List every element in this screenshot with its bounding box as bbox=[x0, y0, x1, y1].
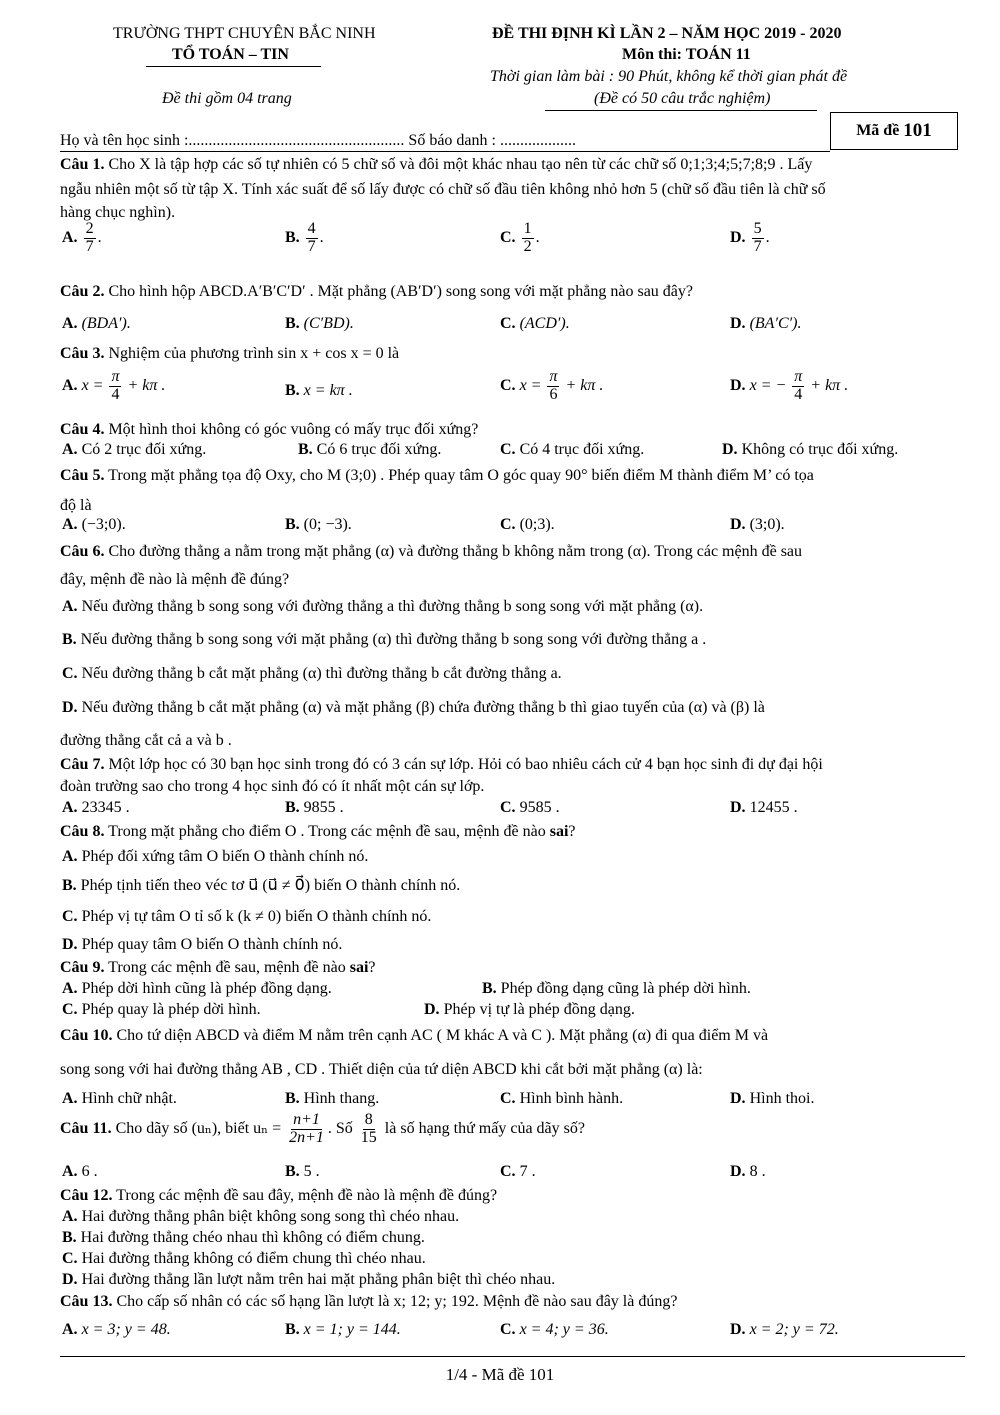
option-label: D. bbox=[730, 1163, 746, 1180]
numerator: 1 bbox=[523, 220, 532, 237]
fraction bbox=[306, 221, 318, 256]
option-text: Hai đường thẳng lần lượt nằm trên hai mặt phẳng phân biệt thì chéo nhau. bbox=[77, 1271, 556, 1288]
option-text: x = 2; y = 72. bbox=[745, 1321, 839, 1338]
question-text: Một lớp học có 30 bạn học sinh trong đó có 3 cán sự lớp. Hỏi có bao nhiêu cách cử 4 bạn học sinh đi dự đại hội bbox=[104, 756, 823, 773]
fraction bbox=[84, 221, 96, 256]
option-text: (3;0). bbox=[745, 516, 785, 533]
question-11 bbox=[60, 1112, 585, 1147]
option-text: (BA′C′). bbox=[749, 315, 802, 332]
question-label: Câu 7. bbox=[60, 756, 105, 773]
denominator: 2n+1 bbox=[289, 1128, 324, 1146]
question-label: Câu 9. bbox=[60, 959, 105, 976]
option-label: C. bbox=[500, 376, 516, 394]
option-b[interactable] bbox=[285, 1320, 401, 1339]
option-b[interactable] bbox=[285, 798, 344, 817]
option-label: C. bbox=[500, 315, 516, 332]
question-label: Câu 4. bbox=[60, 421, 105, 438]
denominator: 6 bbox=[549, 385, 558, 403]
option-label: A. bbox=[62, 516, 78, 533]
numerator: 2 bbox=[85, 220, 94, 237]
denominator: 4 bbox=[794, 385, 803, 403]
option-text-suffix: + kπ . bbox=[565, 376, 604, 394]
option-d[interactable] bbox=[62, 1270, 555, 1289]
option-d[interactable] bbox=[730, 314, 801, 333]
option-text: (0;3). bbox=[515, 516, 555, 533]
option-label: D. bbox=[730, 376, 746, 394]
option-text: 8 . bbox=[745, 1163, 766, 1180]
option-text: x = − bbox=[749, 376, 787, 394]
option-d[interactable] bbox=[730, 515, 785, 534]
option-label: B. bbox=[62, 877, 77, 894]
option-d[interactable] bbox=[730, 1162, 766, 1181]
option-text: Phép đồng dạng cũng là phép dời hình. bbox=[496, 980, 751, 997]
option-label: A. bbox=[62, 980, 78, 997]
option-c[interactable] bbox=[500, 1162, 536, 1181]
question-end: ? bbox=[568, 823, 576, 840]
question-2 bbox=[60, 282, 693, 301]
option-c[interactable] bbox=[500, 369, 603, 404]
option-label: A. bbox=[62, 598, 78, 615]
question-label: Câu 3. bbox=[60, 345, 105, 362]
option-a[interactable] bbox=[62, 1162, 98, 1181]
option-text: 6 . bbox=[77, 1163, 98, 1180]
question-text: Cho cấp số nhân có các số hạng lần lượt là x; 12; y; 192. Mệnh đề nào sau đây là đúng? bbox=[112, 1293, 678, 1310]
option-label: A. bbox=[62, 228, 78, 246]
question-label: Câu 10. bbox=[60, 1027, 113, 1044]
fraction bbox=[547, 369, 559, 404]
option-label: B. bbox=[285, 315, 300, 332]
option-d[interactable] bbox=[730, 1320, 839, 1339]
option-text: 9585 . bbox=[515, 799, 560, 816]
option-text-suffix: + kπ . bbox=[810, 376, 849, 394]
option-c[interactable] bbox=[500, 1089, 623, 1108]
option-label: A. bbox=[62, 441, 78, 458]
option-d[interactable] bbox=[62, 698, 765, 717]
fraction bbox=[359, 1112, 379, 1147]
question-8 bbox=[60, 822, 576, 841]
option-text: (−3;0). bbox=[77, 516, 126, 533]
exam-code-label: Mã đề bbox=[856, 122, 900, 140]
question-9 bbox=[60, 958, 376, 977]
numerator: 4 bbox=[307, 220, 316, 237]
option-text: Phép dời hình cũng là phép đồng dạng. bbox=[77, 980, 332, 997]
question-end: ? bbox=[368, 959, 376, 976]
denominator: 7 bbox=[85, 237, 94, 255]
option-a[interactable]: A. $\frac{2}{7}$ . bbox=[62, 220, 102, 255]
denominator: 15 bbox=[360, 1128, 377, 1146]
option-c[interactable] bbox=[62, 1000, 261, 1019]
numerator: π bbox=[794, 368, 803, 385]
option-a[interactable] bbox=[62, 515, 126, 534]
question-text: Nghiệm của phương trình sin x + cos x = 0 là bbox=[104, 345, 400, 362]
option-d[interactable]: D. $\frac{5}{7}$ . bbox=[730, 220, 770, 255]
option-b[interactable] bbox=[285, 314, 354, 333]
option-label: A. bbox=[62, 1163, 78, 1180]
option-label: A. bbox=[62, 315, 78, 332]
question-text: Cho X là tập hợp các số tự nhiên có 5 chữ số và đôi một khác nhau tạo nên từ các chữ số 0;1;3;4;5;7;8;9 . Lấy bbox=[104, 156, 813, 173]
option-text: Hình bình hành. bbox=[515, 1090, 624, 1107]
option-b[interactable] bbox=[62, 1228, 425, 1247]
option-text: x = 3; y = 48. bbox=[77, 1321, 171, 1338]
option-text: Hai đường thẳng phân biệt không song song thì chéo nhau. bbox=[77, 1208, 460, 1225]
option-text: Có 4 trục đối xứng. bbox=[515, 441, 645, 458]
option-text: (BDA′). bbox=[81, 315, 131, 332]
question-5 bbox=[60, 466, 814, 485]
option-label: A. bbox=[62, 799, 78, 816]
question-12 bbox=[60, 1186, 497, 1205]
option-label: C. bbox=[500, 441, 516, 458]
option-text: Hình chữ nhật. bbox=[77, 1090, 177, 1107]
option-label: B. bbox=[285, 1163, 300, 1180]
option-a[interactable] bbox=[62, 979, 332, 998]
option-label: A. bbox=[62, 1208, 78, 1225]
option-label: D. bbox=[424, 1001, 440, 1018]
option-d[interactable] bbox=[722, 440, 898, 459]
option-label: C. bbox=[500, 1321, 516, 1338]
option-b[interactable] bbox=[298, 440, 441, 459]
option-a[interactable] bbox=[62, 798, 130, 817]
option-c[interactable] bbox=[62, 907, 431, 926]
denominator: 4 bbox=[111, 385, 120, 403]
option-label: D. bbox=[730, 1321, 746, 1338]
page-footer: 1/4 - Mã đề 101 bbox=[445, 1365, 555, 1384]
option-text: Nếu đường thẳng b song song với mặt phẳng (α) thì đường thẳng b song song với đường thẳng a . bbox=[76, 631, 707, 648]
question-text: Trong mặt phẳng tọa độ Oxy, cho M (3;0) . Phép quay tâm O góc quay 90° biến điểm M thành điểm M’ có tọa bbox=[104, 467, 814, 484]
option-d[interactable] bbox=[730, 369, 848, 404]
option-d[interactable] bbox=[62, 935, 342, 954]
question-label: Câu 12. bbox=[60, 1187, 113, 1204]
question-6 bbox=[60, 542, 802, 561]
option-label: B. bbox=[482, 980, 497, 997]
numerator: 8 bbox=[364, 1111, 373, 1128]
exam-subject: Môn thi: TOÁN 11 bbox=[622, 46, 751, 63]
question-10-line2: song song với hai đường thẳng AB , CD . Thiết diện của tứ diện ABCD khi cắt bởi mặt phẳng (α) là: bbox=[60, 1061, 703, 1078]
option-label: C. bbox=[500, 228, 516, 246]
question-text: Cho đường thẳng a nằm trong mặt phẳng (α) và đường thẳng b không nằm trong (α). Trong các mệnh đề sau bbox=[104, 543, 803, 560]
option-text: x = 1; y = 144. bbox=[299, 1321, 401, 1338]
option-label: B. bbox=[285, 382, 300, 399]
option-label: B. bbox=[62, 1229, 77, 1246]
option-label: C. bbox=[500, 1090, 516, 1107]
fraction bbox=[109, 369, 121, 404]
numerator: n+1 bbox=[293, 1111, 320, 1128]
fraction bbox=[522, 221, 534, 256]
option-b[interactable]: B. $\frac{4}{7}$ . bbox=[285, 220, 324, 255]
student-info-line: Họ và tên học sinh :...................................................... Số báo danh : ................... bbox=[60, 132, 576, 149]
footer-separator bbox=[60, 1356, 965, 1357]
question-7 bbox=[60, 755, 823, 774]
fraction bbox=[752, 221, 764, 256]
option-label: A. bbox=[62, 376, 78, 394]
option-text: (C′BD). bbox=[303, 315, 354, 332]
denominator: 2 bbox=[523, 237, 532, 255]
option-label: C. bbox=[62, 665, 78, 682]
question-label: Câu 13. bbox=[60, 1293, 113, 1310]
question-text: Trong mặt phẳng cho điểm O . Trong các mệnh đề sau, mệnh đề nào bbox=[104, 823, 550, 840]
option-b[interactable] bbox=[285, 515, 352, 534]
option-label: C. bbox=[500, 516, 516, 533]
option-text: Hai đường thẳng không có điểm chung thì chéo nhau. bbox=[77, 1250, 426, 1267]
option-a[interactable] bbox=[62, 440, 206, 459]
option-label: D. bbox=[62, 1271, 78, 1288]
denominator: 7 bbox=[753, 237, 762, 255]
option-a[interactable] bbox=[62, 847, 368, 866]
option-label: D. bbox=[722, 441, 738, 458]
option-a[interactable] bbox=[62, 314, 131, 333]
question-text: Trong các mệnh đề sau đây, mệnh đề nào là mệnh đề đúng? bbox=[112, 1187, 498, 1204]
denominator: 7 bbox=[307, 237, 316, 255]
option-b[interactable] bbox=[482, 979, 751, 998]
option-text: Hình thoi. bbox=[745, 1090, 815, 1107]
option-label: A. bbox=[62, 1321, 78, 1338]
option-label: B. bbox=[285, 228, 300, 246]
option-label: C. bbox=[62, 1250, 78, 1267]
question-13 bbox=[60, 1292, 677, 1311]
emphasis: sai bbox=[349, 959, 369, 976]
option-text: Phép đối xứng tâm O biến O thành chính nó. bbox=[77, 848, 369, 865]
question-text: Cho dãy số (uₙ), biết uₙ = bbox=[111, 1119, 282, 1137]
numerator: π bbox=[549, 368, 558, 385]
option-d-continuation: đường thẳng cắt cả a và b . bbox=[60, 732, 232, 749]
question-label: Câu 2. bbox=[60, 283, 105, 300]
option-c[interactable] bbox=[500, 440, 644, 459]
question-text: Cho tứ diện ABCD và điểm M nằm trên cạnh AC ( M khác A và C ). Mặt phẳng (α) đi qua điểm M và bbox=[112, 1027, 769, 1044]
question-7-line2: đoàn trường sao cho trong 4 học sinh đó có ít nhất một cán sự lớp. bbox=[60, 778, 485, 795]
option-a[interactable] bbox=[62, 1207, 459, 1226]
option-text: Nếu đường thẳng b song song với đường thẳng a thì đường thẳng b song song với mặt phẳng (α). bbox=[77, 598, 704, 615]
option-label: D. bbox=[730, 228, 746, 246]
fraction bbox=[792, 369, 804, 404]
question-text: Cho hình hộp ABCD.A′B′C′D′ . Mặt phẳng (AB′D′) song song với mặt phẳng nào sau đây? bbox=[104, 283, 693, 300]
option-label: D. bbox=[62, 699, 78, 716]
option-text: 7 . bbox=[515, 1163, 536, 1180]
option-text: (0; −3). bbox=[299, 516, 352, 533]
option-text: (ACD′). bbox=[519, 315, 570, 332]
question-label: Câu 5. bbox=[60, 467, 105, 484]
option-a[interactable] bbox=[62, 369, 165, 404]
question-label: Câu 6. bbox=[60, 543, 105, 560]
option-label: D. bbox=[730, 315, 746, 332]
option-label: C. bbox=[500, 799, 516, 816]
option-text: x = kπ . bbox=[303, 382, 353, 399]
option-text: Nếu đường thẳng b cắt mặt phẳng (α) thì đường thẳng b cắt đường thẳng a. bbox=[77, 665, 562, 682]
option-c[interactable]: C. $\frac{1}{2}$ . bbox=[500, 220, 540, 255]
option-label: D. bbox=[730, 1090, 746, 1107]
exam-title: ĐỀ THI ĐỊNH KÌ LẦN 2 – NĂM HỌC 2019 - 2020 bbox=[492, 25, 842, 42]
option-text: Hai đường thẳng chéo nhau thì không có điểm chung. bbox=[76, 1229, 425, 1246]
emphasis: sai bbox=[549, 823, 569, 840]
option-label: B. bbox=[285, 1321, 300, 1338]
option-label: D. bbox=[62, 936, 78, 953]
option-text: x = bbox=[81, 376, 104, 394]
option-text: 12455 . bbox=[745, 799, 798, 816]
option-label: B. bbox=[285, 799, 300, 816]
fraction bbox=[287, 1112, 326, 1147]
exam-code-box bbox=[830, 112, 958, 150]
option-text: Có 2 trục đối xứng. bbox=[77, 441, 207, 458]
option-text: Hình thang. bbox=[299, 1090, 380, 1107]
option-text: Phép quay là phép dời hình. bbox=[77, 1001, 261, 1018]
option-label: B. bbox=[298, 441, 313, 458]
option-text: x = bbox=[519, 376, 542, 394]
question-text-mid: . Số bbox=[327, 1119, 353, 1137]
header-separator bbox=[60, 151, 830, 152]
option-text-suffix: + kπ . bbox=[127, 376, 166, 394]
option-d[interactable] bbox=[424, 1000, 635, 1019]
option-a[interactable] bbox=[62, 597, 703, 616]
option-d[interactable] bbox=[730, 1089, 814, 1108]
option-text: Phép vị tự là phép đồng dạng. bbox=[439, 1001, 635, 1018]
option-label: B. bbox=[62, 631, 77, 648]
option-text: Phép vị tự tâm O tỉ số k (k ≠ 0) biến O thành chính nó. bbox=[77, 908, 432, 925]
question-1-line3: hàng chục nghìn). bbox=[60, 204, 176, 221]
option-b[interactable] bbox=[62, 876, 460, 895]
option-label: D. bbox=[730, 516, 746, 533]
question-10 bbox=[60, 1026, 768, 1045]
option-b[interactable] bbox=[285, 1162, 320, 1181]
option-c[interactable] bbox=[500, 798, 560, 817]
note-underline bbox=[545, 110, 817, 111]
option-c[interactable] bbox=[62, 1249, 426, 1268]
exam-code-value: 101 bbox=[903, 119, 932, 141]
question-6-line2: đây, mệnh đề nào là mệnh đề đúng? bbox=[60, 571, 290, 588]
option-label: C. bbox=[500, 1163, 516, 1180]
exam-time: Thời gian làm bài : 90 Phút, không kể thời gian phát đề bbox=[490, 68, 848, 85]
option-text: Phép quay tâm O biến O thành chính nó. bbox=[77, 936, 343, 953]
department-name: TỔ TOÁN – TIN bbox=[172, 46, 289, 63]
option-c[interactable] bbox=[500, 515, 555, 534]
option-label: A. bbox=[62, 848, 78, 865]
school-name: TRƯỜNG THPT CHUYÊN BẮC NINH bbox=[113, 25, 376, 42]
option-b[interactable] bbox=[285, 1089, 379, 1108]
department-underline bbox=[146, 66, 321, 67]
question-label: Câu 11. bbox=[60, 1119, 112, 1137]
question-text: Trong các mệnh đề sau, mệnh đề nào bbox=[104, 959, 350, 976]
option-d[interactable] bbox=[730, 798, 798, 817]
question-label: Câu 8. bbox=[60, 823, 105, 840]
question-1 bbox=[60, 155, 812, 174]
option-b[interactable] bbox=[62, 630, 706, 649]
option-label: B. bbox=[285, 1090, 300, 1107]
option-label: C. bbox=[62, 1001, 78, 1018]
question-3 bbox=[60, 344, 399, 363]
page-count: Đề thi gồm 04 trang bbox=[162, 90, 292, 107]
option-c[interactable] bbox=[500, 314, 570, 333]
option-text: x = 4; y = 36. bbox=[515, 1321, 609, 1338]
option-text: Nếu đường thẳng b cắt mặt phẳng (α) và mặt phẳng (β) chứa đường thẳng b thì giao tuyến của (α) và (β) là bbox=[77, 699, 765, 716]
exam-note: (Đề có 50 câu trắc nghiệm) bbox=[594, 90, 771, 107]
option-b[interactable] bbox=[285, 381, 353, 400]
question-text-end: là số hạng thứ mấy của dãy số? bbox=[384, 1119, 585, 1137]
question-4 bbox=[60, 420, 478, 439]
option-text: 5 . bbox=[299, 1163, 320, 1180]
option-label: B. bbox=[285, 516, 300, 533]
option-a[interactable] bbox=[62, 1089, 177, 1108]
question-1-line2: ngẫu nhiên một số từ tập X. Tính xác suất để số lấy được có chữ số đầu tiên không nhỏ hơn 5 (chữ số đầu tiên là chữ số bbox=[60, 181, 826, 198]
question-5-line2: độ là bbox=[60, 497, 92, 514]
question-text: Một hình thoi không có góc vuông có mấy trục đối xứng? bbox=[104, 421, 479, 438]
option-text: 23345 . bbox=[77, 799, 130, 816]
option-a[interactable] bbox=[62, 1320, 171, 1339]
option-text: Có 6 trục đối xứng. bbox=[312, 441, 442, 458]
option-c[interactable] bbox=[62, 664, 562, 683]
option-text: Phép tịnh tiến theo véc tơ u⃗ (u⃗ ≠ 0⃗) biến O thành chính nó. bbox=[76, 877, 461, 894]
option-label: D. bbox=[730, 799, 746, 816]
option-label: A. bbox=[62, 1090, 78, 1107]
option-text: Không có trục đối xứng. bbox=[737, 441, 899, 458]
numerator: π bbox=[111, 368, 120, 385]
option-c[interactable] bbox=[500, 1320, 609, 1339]
numerator: 5 bbox=[753, 220, 762, 237]
option-label: C. bbox=[62, 908, 78, 925]
question-label: Câu 1. bbox=[60, 156, 105, 173]
option-text: 9855 . bbox=[299, 799, 344, 816]
